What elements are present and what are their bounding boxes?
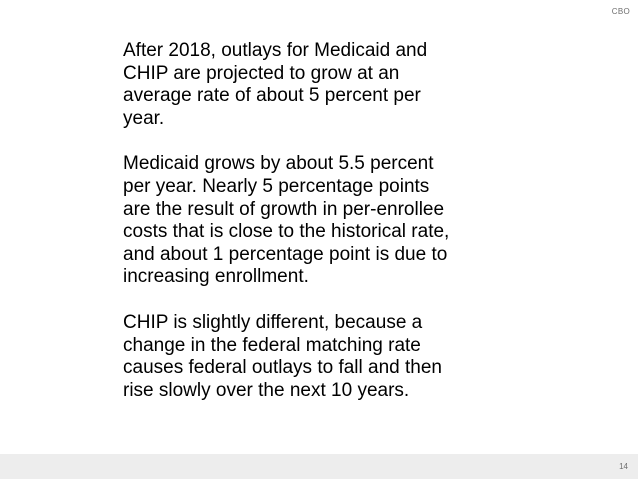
text-line: costs that is close to the historical rate, [123,221,450,243]
cbo-logo-text: CBO [611,7,630,16]
text-line: After 2018, outlays for Medicaid and [123,40,428,61]
text-line: per year. Nearly 5 percentage points [123,175,430,197]
text-line: CHIP are projected to grow at an [123,62,400,84]
page-number: 14 [619,462,628,471]
text-line: causes federal outlays to fall and then [123,357,442,379]
text-line: average rate of about 5 percent per [123,85,421,107]
text-line: year. [123,107,165,129]
text-line: increasing enrollment. [123,266,309,288]
text-line: are the result of growth in per-enrollee [123,198,445,220]
text-line: rise slowly over the next 10 years. [123,379,410,401]
text-line: change in the federal matching rate [123,334,421,356]
slide-content [123,40,523,425]
text-line: CHIP is slightly different, because a [123,311,423,333]
paragraph-chip-difference [123,312,523,402]
paragraph-medicaid-growth [123,153,523,289]
paragraph-outlay-growth [123,40,523,130]
footer-bar [0,454,638,479]
text-line: Medicaid grows by about 5.5 percent [123,153,434,175]
text-line: and about 1 percentage point is due to [123,243,448,265]
